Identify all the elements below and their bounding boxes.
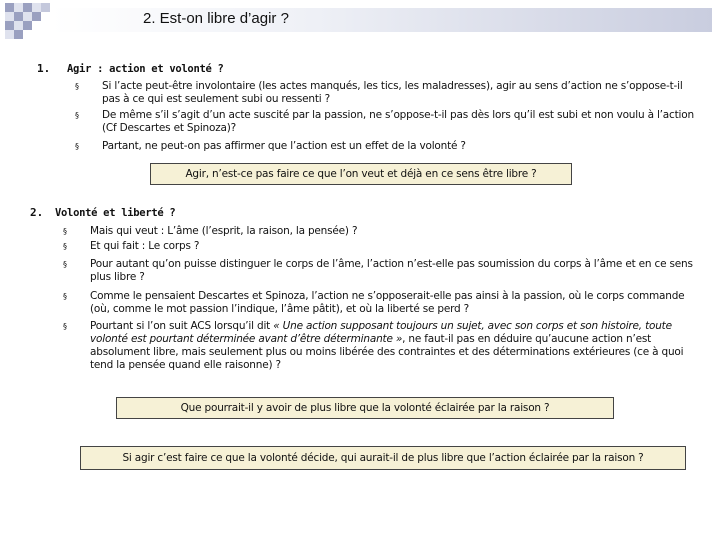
section2-question-box: Que pourrait-il y avoir de plus libre que la volonté éclairée par la raison ? [116, 397, 614, 419]
section2-item-quote [90, 320, 700, 372]
section2-number: 2. [30, 206, 44, 219]
quote-conclusion: , ne faut-il pas en déduire qu’aucune action n’est absolument libre, mais seulement plus ou moins libérée des contraintes et des déterminations extérieures (ce à quoi tend la pensée quand elle raisonne) ? [90, 333, 684, 371]
bullet-icon: § [63, 292, 67, 301]
section1-number: 1. [37, 62, 51, 75]
section2-item: Comme le pensaient Descartes et Spinoza, l’action ne s’opposerait-elle pas ainsi à la passion, où le corps commande (où, comme le mot passion l’indique, l’âme pâtit), et où la liberté se perd ? [90, 290, 685, 315]
section1-heading: Agir : action et volonté ? [67, 63, 224, 75]
section1-question-box: Agir, n’est-ce pas faire ce que l’on veut et déjà en ce sens être libre ? [150, 163, 572, 185]
section2-heading: Volonté et liberté ? [55, 207, 176, 219]
section1-item: Partant, ne peut-on pas affirmer que l’action est un effet de la volonté ? [102, 140, 466, 152]
section2-item: Pour autant qu’on puisse distinguer le corps de l’âme, l’action n’est-elle pas soumission du corps à l’âme et en ce sens plus libre ? [90, 258, 693, 283]
bullet-icon: § [75, 142, 79, 151]
section1-item: Si l’acte peut-être involontaire (les actes manqués, les tics, les maladresses), agir au sens d’action ne s’oppose-t-il pas à ce qui est seulement subi ou ressenti ? [102, 80, 683, 105]
bullet-icon: § [75, 111, 79, 120]
section2-item: Et qui fait : Le corps ? [90, 240, 200, 252]
quote-intro: Pourtant si l’on suit ACS lorsqu’il dit [90, 320, 274, 332]
page-title: 2. Est-on libre d’agir ? [143, 10, 289, 27]
bullet-icon: § [75, 82, 79, 91]
acs-quote: « Une action supposant toujours un sujet, avec son corps et son histoire, toute volonté est pourtant déterminée avant d’être déterminante » [90, 320, 672, 345]
bullet-icon: § [63, 242, 67, 251]
title-decoration [5, 3, 50, 39]
section1-item: De même s’il s’agit d’un acte suscité par la passion, ne s’oppose-t-il pas dès lors qu’il est subi et non voulu à l’action (Cf Descartes et Spinoza)? [102, 109, 694, 134]
bullet-icon: § [63, 227, 67, 236]
conclusion-box: Si agir c’est faire ce que la volonté décide, qui aurait-il de plus libre que l’action éclairée par la raison ? [80, 446, 686, 470]
bullet-icon: § [63, 322, 67, 331]
bullet-icon: § [63, 260, 67, 269]
section2-item: Mais qui veut : L’âme (l’esprit, la raison, la pensée) ? [90, 225, 358, 237]
